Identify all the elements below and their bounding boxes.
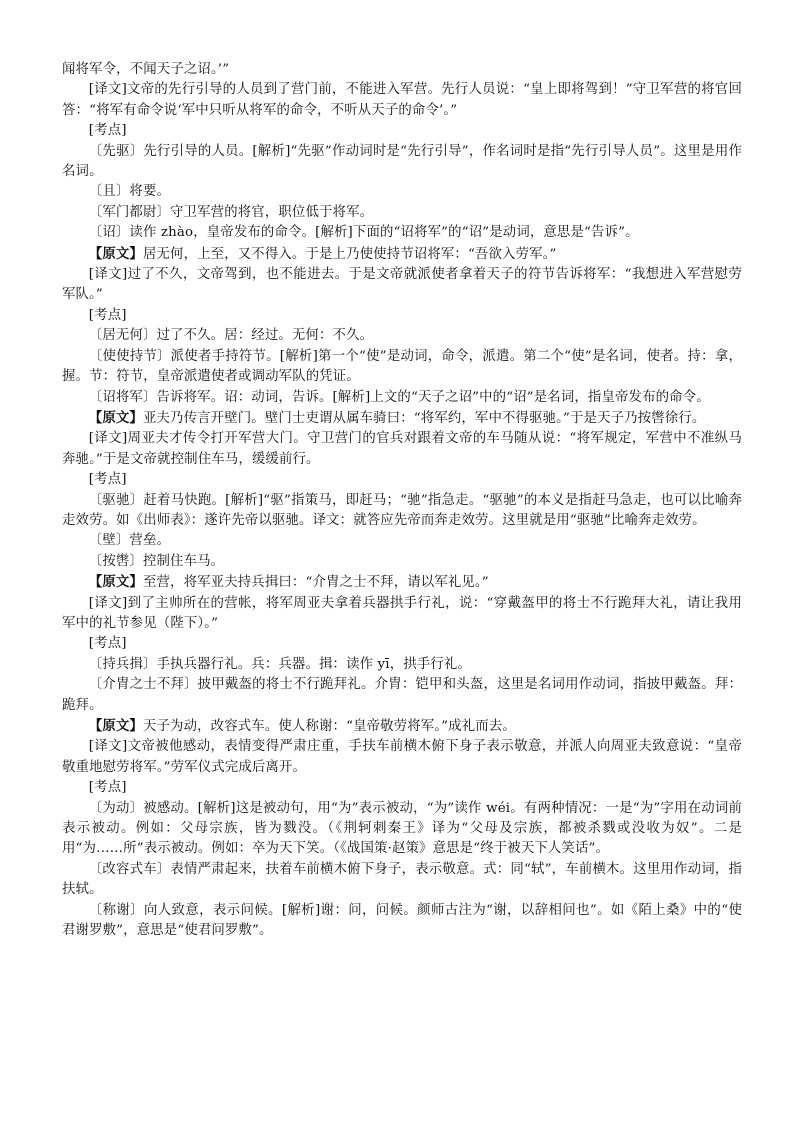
paragraph: [62, 223, 742, 243]
paragraph-text: 〔介胄之士不拜〕披甲戴盔的将士不行跪拜礼。介胄：铠甲和头盔，这里是名词用作动词，指披甲戴盔。拜：跪拜。: [62, 677, 742, 713]
paragraph-text: 〔居无何〕过了不久。居：经过。无何：不久。: [88, 328, 374, 344]
paragraph: [62, 80, 742, 121]
paragraph: [62, 388, 742, 408]
paragraph-text: [译文]文帝被他感动，表情变得严肃庄重，手扶车前横木俯下身子表示敬意，并派人向周亚夫致意说：“皇帝敬重地慰劳将军。”劳军仪式完成后离开。: [62, 739, 742, 775]
paragraph: [62, 306, 742, 326]
paragraph: [62, 491, 742, 532]
paragraph: [62, 244, 742, 265]
paragraph-text: [考点]: [88, 307, 127, 323]
paragraph: [62, 326, 742, 346]
paragraph-text: [译文]文帝的先行引导的人员到了营门前，不能进入军营。先行人员说：“皇上即将驾到！”守卫军营的将官回答：“将军有命令说‘军中只听从将军的命令，不听从天子的命令’。”: [62, 82, 742, 118]
paragraph-text: 〔持兵揖〕手执兵器行礼。兵：兵器。揖：读作 yī，拱手行礼。: [88, 656, 471, 672]
paragraph-text: 〔军门都尉〕守卫军营的将官，职位低于将军。: [88, 204, 374, 220]
paragraph: [62, 594, 742, 635]
paragraph: [62, 121, 742, 141]
paragraph-text: 〔壁〕营垒。: [88, 533, 171, 549]
paragraph: [62, 203, 742, 223]
paragraph: [62, 182, 742, 202]
paragraph-text: 天子为动，改容式车。使人称谢：“皇帝敬劳将军。”成礼而去。: [142, 719, 516, 734]
paragraph: [62, 408, 742, 429]
paragraph: [62, 265, 742, 306]
paragraph: [62, 655, 742, 675]
paragraph: [62, 634, 742, 654]
paragraph: [62, 778, 742, 798]
source-text-marker: 【原文】: [88, 574, 143, 591]
paragraph-text: [考点]: [88, 636, 127, 652]
paragraph-text: [考点]: [88, 780, 127, 796]
paragraph: [62, 901, 742, 942]
paragraph: [62, 675, 742, 716]
paragraph-text: [译文]周亚夫才传令打开军营大门。守卫营门的官兵对跟着文帝的车马随从说：“将军规定，军营中不准纵马奔驰。”于是文帝就控制住车马，缓缓前行。: [62, 431, 742, 467]
paragraph-text: 〔且〕将要。: [88, 184, 171, 200]
paragraph-text: 〔按辔〕控制住车马。: [88, 553, 225, 569]
paragraph: [62, 470, 742, 490]
paragraph: [62, 429, 742, 470]
paragraph-text: 居无何，上至，又不得入。于是上乃使使持节诏将军：“吾欲入劳军。”: [142, 246, 557, 262]
paragraph: [62, 737, 742, 778]
paragraph-text: 〔为动〕被感动。[解析]这是被动句，用“为”表示被动，“为”读作 wéi。有两种情况：一是“为”字用在动词前表示被动。例如：父母宗族，皆为戮没。（《荆轲刺秦王》译为“父母及宗族，都被杀戮或没收为奴”。二是用“为……所”表示被动。例如：卒为天下笑。（《战国策·赵策》意思是“终于被天下人笑话”。: [62, 800, 742, 857]
paragraph-text: [译文]到了主帅所在的营帐，将军周亚夫拿着兵器拱手行礼，说：“穿戴盔甲的将士不行跪拜大礼，请让我用军中的礼节参见（陛下）。”: [62, 595, 742, 631]
paragraph-text: 〔先驱〕先行引导的人员。[解析]“先驱”作动词时是“先行引导”，作名词时是指“先行引导人员”。这里是用作名词。: [62, 143, 742, 180]
paragraph: [62, 142, 742, 183]
paragraph-text: [考点]: [88, 123, 127, 139]
paragraph-text: 〔使使持节〕派使者手持符节。[解析]第一个“使”是动词，命令，派遣。第二个“使”是名词，使者。持：拿，握。节：符节，皇帝派遣使者或调动军队的凭证。: [62, 348, 742, 385]
paragraph-text: 闻将军令，不闻天子之诏。’”: [62, 62, 230, 77]
paragraph: [62, 716, 742, 737]
paragraph-text: [考点]: [88, 472, 127, 488]
paragraph-text: 〔诏〕读作 zhào，皇帝发布的命令。[解析]下面的“诏将军”的“诏”是动词，意思是“告诉”。: [88, 225, 639, 241]
paragraph: [62, 60, 742, 80]
paragraph: [62, 799, 742, 860]
source-text-marker: 【原文】: [88, 245, 143, 262]
source-text-marker: 【原文】: [88, 409, 143, 426]
paragraph: [62, 347, 742, 388]
paragraph-text: 〔诏将军〕告诉将军。诏：动词，告诉。[解析]上文的“天子之诏”中的“诏”是名词，指皇帝发布的命令。: [88, 389, 710, 405]
paragraph-text: 〔驱驰〕赶着马快跑。[解析]“驱”指策马，即赶马；“驰”指急走。“驱驰”的本义是指赶马急走，也可以比喻奔走效劳。如《出师表》：遂许先帝以驱驰。译文：就答应先帝而奔走效劳。这里就是用“驱驰”比喻奔走效劳。: [62, 492, 742, 528]
paragraph: [62, 531, 742, 551]
paragraph: [62, 552, 742, 572]
paragraph-text: 至营，将军亚夫持兵揖曰：“介胄之士不拜，请以军礼见。”: [142, 575, 489, 591]
paragraph: [62, 572, 742, 593]
paragraph-text: [译文]过了不久，文帝驾到，也不能进去。于是文帝就派使者拿着天子的符节告诉将军：“我想进入军营慰劳军队。”: [62, 267, 742, 303]
source-text-marker: 【原文】: [88, 718, 143, 734]
paragraph-text: 〔改容式车〕表情严肃起来，扶着车前横木俯下身子，表示敬意。式：同“轼”，车前横木。这里用作动词，指扶轼。: [62, 861, 742, 898]
paragraph: [62, 860, 742, 901]
paragraph-text: 亚夫乃传言开壁门。壁门士吏谓从属车骑曰：“将军约，军中不得驱驰。”于是天子乃按辔徐行。: [142, 410, 706, 426]
paragraph-text: 〔称谢〕向人致意，表示问候。[解析]谢：问，问候。颜师古注为“谢，以辞相问也”。如《陌上桑》中的“使君谢罗敷”，意思是“使君问罗敷”。: [62, 902, 742, 939]
document-body: [62, 60, 742, 941]
